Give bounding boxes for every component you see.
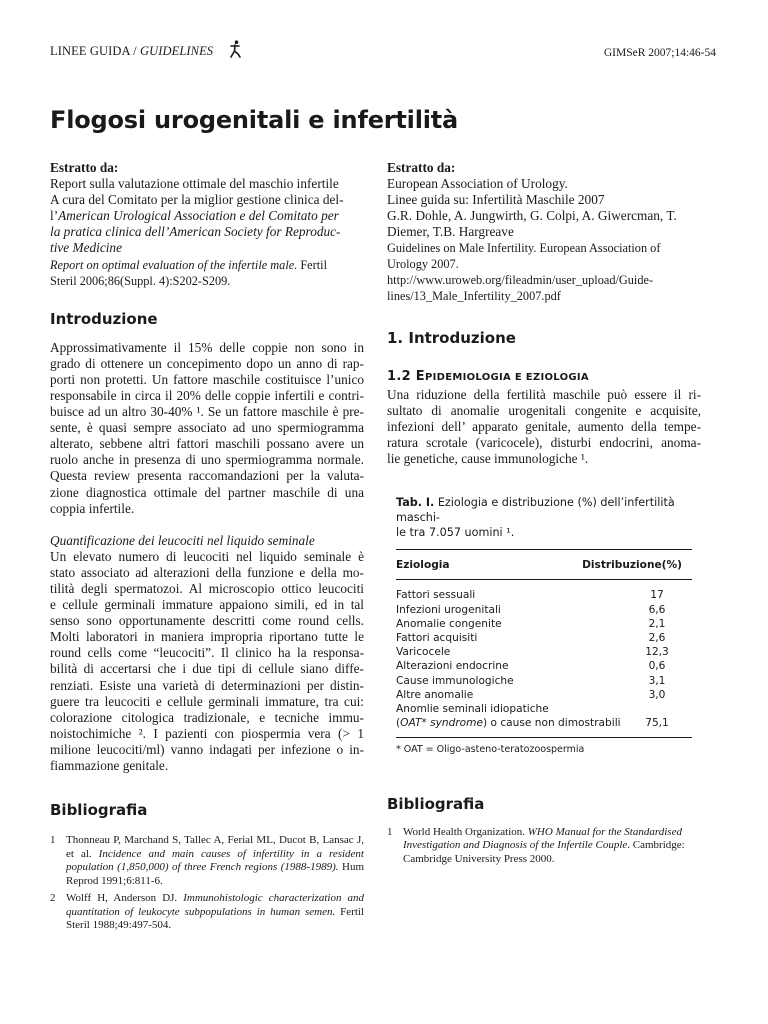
reference-title: WHO Manual for the Standardised Investigation and Diagnosis of the Infertile Couple xyxy=(403,825,682,852)
table-cell-value: 3,0 xyxy=(648,688,666,701)
table-cell-value: 2,1 xyxy=(648,617,666,630)
extract-italic: Report on optimal evaluation of the infertile male. xyxy=(50,257,298,272)
paragraph-line: grado di ottenere un concepimento dopo un anno di rap- xyxy=(50,355,364,371)
extract-line: Urology 2007. xyxy=(387,257,459,272)
paragraph-line: lie genetiche, cause immunologiche ¹. xyxy=(387,451,589,467)
table-body xyxy=(396,588,692,716)
extract-line: Report sulla valutazione ottimale del maschio infertile xyxy=(50,176,339,192)
table-row xyxy=(396,674,692,688)
table-cell-label xyxy=(396,716,621,730)
table-footnote: * OAT = Oligo-asteno-teratozoospermia xyxy=(396,744,585,756)
reference-body xyxy=(66,892,364,933)
extract-heading: Estratto da: xyxy=(50,160,119,175)
table-cell-value xyxy=(627,702,687,716)
paragraph-line: fiammazione genitale. xyxy=(50,758,169,773)
extract-small-block xyxy=(387,240,701,304)
table-cell-italic: OAT* syndrome xyxy=(400,717,483,730)
paragraph-line: zione diagnostica ottimale del partner maschile di una xyxy=(50,484,364,500)
table-row xyxy=(396,659,692,673)
subsection-heading-quantificazione: Quantificazione dei leucociti nel liquido seminale xyxy=(50,532,315,548)
reference-body xyxy=(403,826,701,867)
paragraph-line: round cells come “leucociti”. Il clinico ha la responsa- xyxy=(50,645,364,661)
section-heading-bibliografia: Bibliografia xyxy=(387,795,485,814)
subsection-number: 1.2 E xyxy=(387,368,425,384)
table-cell-label: Alterazioni endocrine xyxy=(396,660,509,673)
epidemiology-paragraph xyxy=(387,387,701,467)
paragraph-line: ruolo anche in presenza di uno spermiogramma normale. xyxy=(50,452,364,468)
paragraph-line: responsabile in circa il 20% delle coppie infertili e contri- xyxy=(50,387,364,403)
table-caption-label: Tab. I. xyxy=(396,496,435,510)
reference-text: Fertil Steril 1988;49:497-504. xyxy=(66,905,364,932)
table-header-distribuzione: Distribuzione(%) xyxy=(582,559,682,572)
extract-line: lines/13_Male_Infertility_2007.pdf xyxy=(387,289,561,304)
section-label-italic: GUIDELINES xyxy=(139,44,214,58)
table-cell-label: Anomlie seminali idiopatiche xyxy=(396,702,549,715)
paragraph-line: senso sono opportunamente descritti come round cells. xyxy=(50,613,364,629)
paragraph-line: guere tra leucociti e cellule germinali immature, tra cui: xyxy=(50,693,364,709)
reference-item xyxy=(50,892,364,933)
journal-reference: GIMSeR 2007;14:46-54 xyxy=(603,47,716,59)
extract-line: tive Medicine xyxy=(50,240,122,256)
paragraph-line: bilità di accertarsi che i due tipi di cellule siano diffe- xyxy=(50,661,364,677)
table-header-eziologia: Eziologia xyxy=(396,559,450,572)
table-caption-text: le tra 7.057 uomini ¹. xyxy=(396,526,515,540)
reference-number: 1 xyxy=(387,825,393,838)
extract-line: Linee guida su: Infertilità Maschile 2007 xyxy=(387,192,605,208)
paragraph-line: buisce ad un altro 30-40% ¹. Se un fattore maschile è pre- xyxy=(50,404,364,420)
paragraph-line: porti non protetti. Un fattore maschile costituisce l’unico xyxy=(50,371,364,387)
table-cell-value: 2,6 xyxy=(648,631,666,644)
reference-number: 1 xyxy=(50,834,56,847)
table-row xyxy=(396,617,692,631)
reference-text: . Cambridge: Cambridge University Press 2000. xyxy=(403,839,685,865)
paragraph-line: sultato di anomalie urogenitali congenite e acquisite, xyxy=(387,402,701,418)
left-column xyxy=(50,160,364,933)
right-column xyxy=(387,160,701,866)
reference-item xyxy=(50,834,364,888)
table-row xyxy=(396,588,692,602)
section-heading-introduzione: Introduzione xyxy=(50,309,158,328)
extract-heading: Estratto da: xyxy=(387,160,456,175)
reference-title: Incidence and main causes of infertility in a resident population (1,850,000) of three French regions (1988-1989). xyxy=(66,847,364,874)
etiology-table xyxy=(396,495,692,758)
table-caption xyxy=(396,495,692,540)
paragraph-line: noistochimiche ². I pazienti con piospermia vera (> 1 xyxy=(50,725,364,741)
paragraph-line: alterato, sebbene altri fattori maschili possano avere un xyxy=(50,436,364,452)
table-cell-value: 75,1 xyxy=(645,717,669,730)
table-cell-value: 3,1 xyxy=(648,674,666,687)
table-row xyxy=(396,603,692,617)
extract-line xyxy=(50,257,364,273)
table-cell-label: Cause immunologiche xyxy=(396,674,514,687)
extract-line: la pratica clinica dell’American Society for Reproduc- xyxy=(50,224,341,240)
paragraph-line: Una riduzione della fertilità maschile può essere il ri- xyxy=(387,386,701,402)
paragraph-line: milione leucociti/ml) vanno indagati per infezione o in- xyxy=(50,741,364,757)
table-row xyxy=(396,645,692,659)
extract-line xyxy=(50,208,364,224)
extract-line: A cura del Comitato per la miglior gestione clinica del- xyxy=(50,192,344,208)
paragraph-line: e cellule germinali immature appaiono simili, ed in tal xyxy=(50,597,364,613)
reference-text: World Health Organization. xyxy=(403,825,528,838)
paragraph-line: coppia infertile. xyxy=(50,500,135,516)
table-rule xyxy=(396,579,692,580)
extract-italic: American Urological Association e del Comitato per xyxy=(58,208,339,224)
reference-title: Immunohistologic characterization and quantitation of leukocyte subpopulations in human semen. xyxy=(66,892,364,918)
paragraph-line: renziati. Esiste una varietà di determinazioni per distin- xyxy=(50,677,364,693)
table-cell-value: 17 xyxy=(650,589,664,602)
reference-item xyxy=(387,826,701,867)
table-cell-label: Infezioni urogenitali xyxy=(396,603,501,616)
table-cell-label: Varicocele xyxy=(396,646,451,659)
section-label-text: LINEE GUIDA / xyxy=(50,44,140,58)
reference-number: 2 xyxy=(50,892,56,905)
extract-line: Diemer, T.B. Hargreave xyxy=(387,224,514,240)
reference-text: Thonneau P, Marchand S, Tallec A, Ferial ML, Ducot B, Lansac J, et al. xyxy=(66,834,364,860)
paragraph-line: ratura scrotale (varicocele), disturbi endocrini, anoma- xyxy=(387,434,701,450)
table-header-row xyxy=(396,550,692,579)
table-row xyxy=(396,688,692,702)
reference-text: Wolff H, Anderson DJ. xyxy=(66,892,184,905)
table-rule xyxy=(396,737,692,738)
paragraph-line: sente, è quasi sempre associato ad uno spermiogramma xyxy=(50,420,364,436)
section-label xyxy=(50,44,213,59)
table-cell-value: 6,6 xyxy=(648,603,666,616)
paragraph-line: infezioni dell’ apparato genitale, aumento della tempe- xyxy=(387,418,701,434)
table-row xyxy=(396,702,692,716)
table-cell-label: Fattori acquisiti xyxy=(396,631,478,644)
extract-line: European Association of Urology. xyxy=(387,176,568,192)
table-row xyxy=(396,631,692,645)
table-cell-label: Anomalie congenite xyxy=(396,617,502,630)
table-row xyxy=(396,716,692,730)
paragraph-line: colorazione citologica tradizionale, e tecniche immu- xyxy=(50,709,364,725)
table-cell-label: Altre anomalie xyxy=(396,688,474,701)
reference-text: Hum Reprod 1991;6:811-6. xyxy=(66,861,365,887)
paragraph-line: Molti laboratori in maniera impropria riportano tutte le xyxy=(50,629,364,645)
running-figure-icon xyxy=(228,40,242,58)
paragraph-line: Approssimativamente il 15% delle coppie non sono in xyxy=(50,339,364,355)
subsection-heading-epidemiologia xyxy=(387,368,701,386)
extract-line: Guidelines on Male Infertility. European Association of xyxy=(387,241,661,256)
section-heading-1-introduzione: 1. Introduzione xyxy=(387,329,516,348)
table-cell-value: 12,3 xyxy=(645,646,669,659)
extract-line: http://www.uroweb.org/fileadmin/user_upload/Guide- xyxy=(387,273,654,288)
section-heading-bibliografia: Bibliografia xyxy=(50,801,148,820)
reference-body xyxy=(66,834,364,888)
table-cell-text: ) o cause non dimostrabili xyxy=(483,717,621,730)
table-cell-label: Fattori sessuali xyxy=(396,589,476,602)
paragraph-line: Questa review presenta raccomandazioni per la valuta- xyxy=(50,468,364,484)
paragraph-line: stato associato ad alterazioni della funzione e della mo- xyxy=(50,564,364,580)
extract-line: Steril 2006;86(Suppl. 4):S202-S209. xyxy=(50,273,231,288)
extract-text: l’ xyxy=(50,208,59,224)
table-cell-text: ( xyxy=(396,717,401,730)
table-cell-value: 0,6 xyxy=(648,660,666,673)
extract-text: Fertil xyxy=(297,257,327,272)
table-caption-text: Eziologia e distribuzione (%) dell’infertilità maschi- xyxy=(396,496,675,525)
intro-paragraph xyxy=(50,340,364,517)
extract-block xyxy=(387,176,701,240)
quant-paragraph xyxy=(50,549,364,774)
paragraph-line: Un elevato numero di leucociti nel liquido seminale è xyxy=(50,548,364,564)
page-title: Flogosi urogenitali e infertilità xyxy=(50,106,459,134)
paragraph-line: tilità degli spermatozoi. Al microscopio ottico leucociti xyxy=(50,580,364,596)
subsection-smallcaps: PIDEMIOLOGIA E EZIOLOGIA xyxy=(424,371,589,383)
extract-line: G.R. Dohle, A. Jungwirth, G. Colpi, A. Giwercman, T. xyxy=(387,208,677,224)
